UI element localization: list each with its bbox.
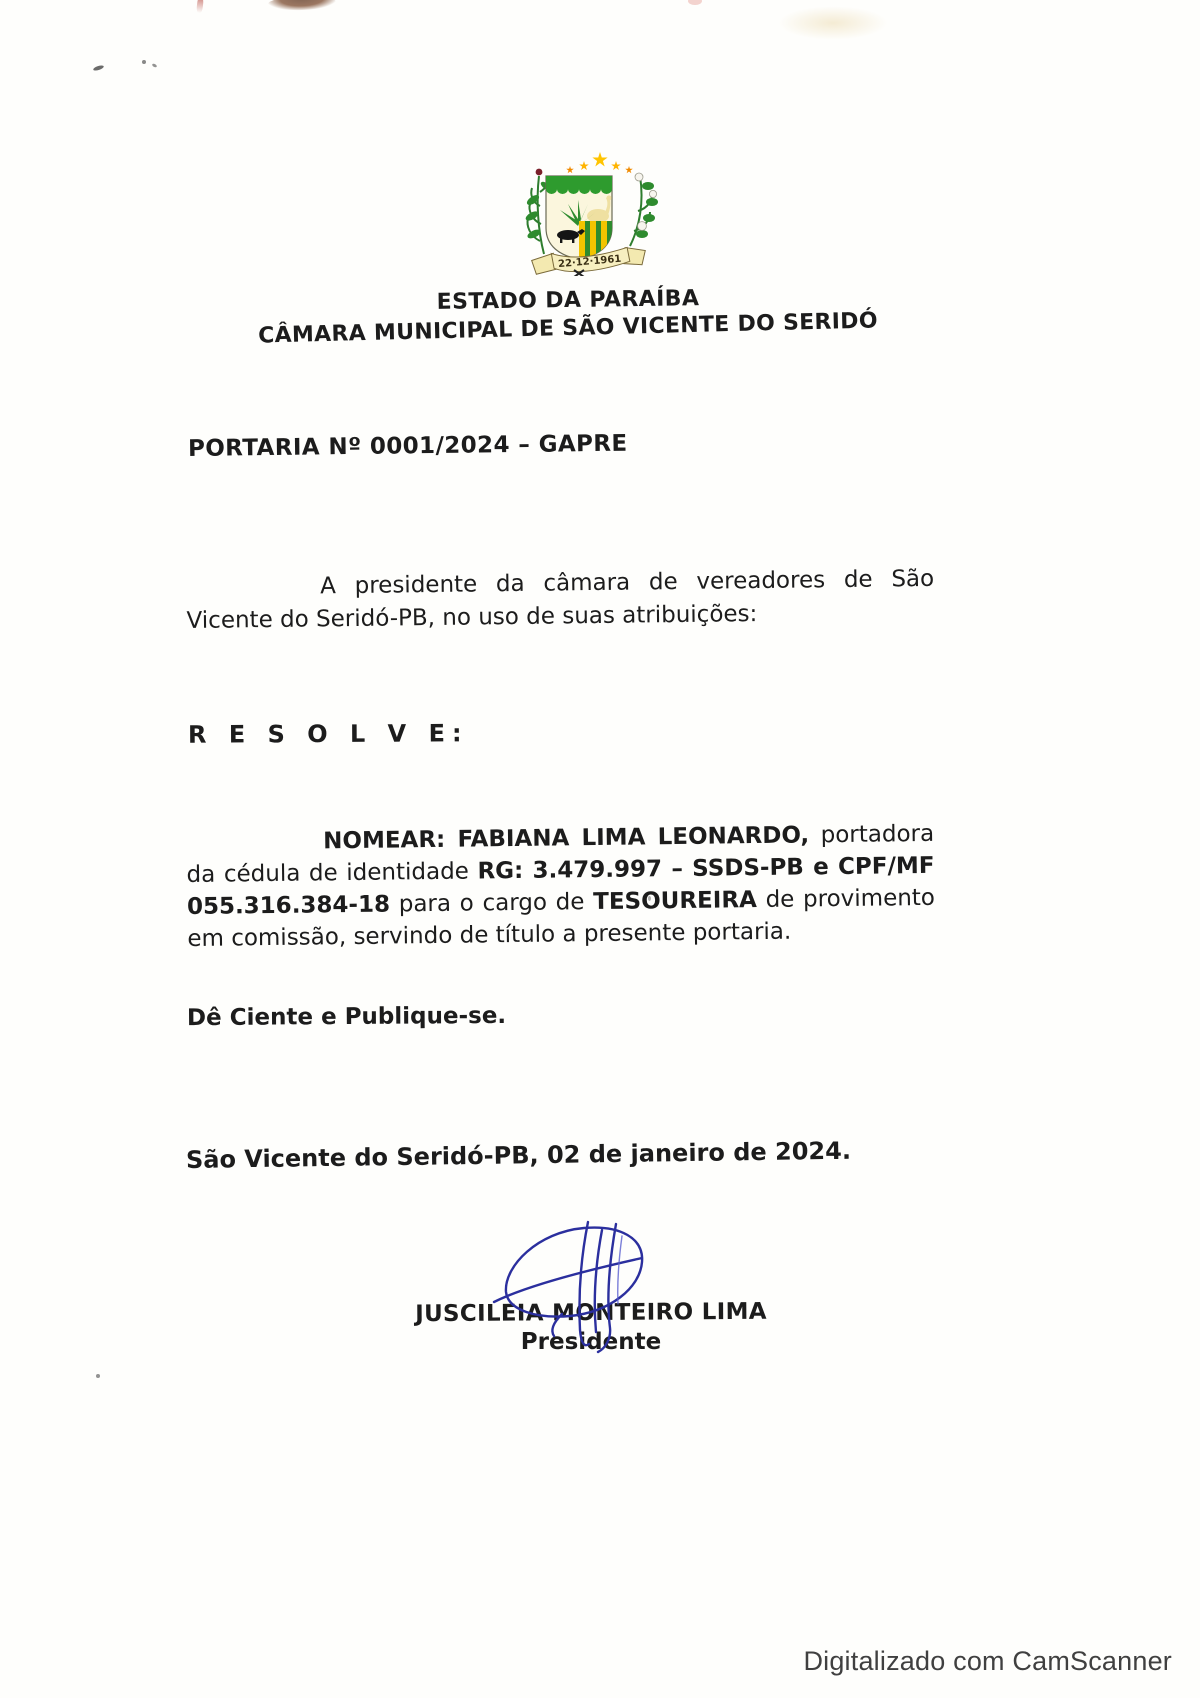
letterhead	[168, 286, 968, 349]
publish-line: Dê Ciente e Publique-se.	[186, 1002, 507, 1032]
appointee-ids: RG: 3.479.997 – SSDS-PB e CPF/MF 055.316.384-18	[186, 852, 935, 920]
coat-of-arms	[482, 146, 662, 274]
appointee-position: TESOUREIRA	[593, 887, 758, 916]
letterhead-state: ESTADO DA PARAÍBA	[436, 286, 700, 315]
signer-role: Presidente	[520, 1329, 662, 1355]
date-line: São Vicente do Seridó-PB, 02 de janeiro de 2024.	[185, 1136, 852, 1174]
scan-speck	[142, 60, 146, 64]
scan-smudge-yellow	[778, 6, 888, 40]
scan-speck	[93, 64, 105, 71]
coat-of-arms-icon	[482, 146, 662, 276]
scan-smudge-red	[196, 0, 204, 13]
appointment-text: de provimento em comissão, servindo de título a presente portaria.	[187, 884, 936, 952]
appointee-name: NOMEAR: FABIANA LIMA LEONARDO,	[323, 822, 810, 855]
scan-speck	[152, 63, 158, 68]
crest-ribbon-date: 22·12·1961	[557, 253, 622, 271]
scan-speck	[96, 1374, 100, 1378]
signature-icon	[492, 1218, 672, 1356]
scan-smudge-pink	[688, 0, 702, 5]
scan-smudge-dark	[268, 0, 336, 11]
document-title: PORTARIA Nº 0001/2024 – GAPRE	[187, 430, 628, 462]
camscanner-watermark: Digitalizado com CamScanner	[803, 1646, 1172, 1676]
appointment-text: para o cargo de	[389, 889, 594, 918]
letterhead-org: CÂMARA MUNICIPAL DE SÃO VICENTE DO SERIDÓ	[257, 308, 879, 349]
resolve-heading: R E S O L V E:	[187, 719, 469, 749]
opening-paragraph: A presidente da câmara de vereadores de São Vicente do Seridó-PB, no uso de suas atribuições:	[186, 565, 935, 634]
appointment-paragraph	[186, 818, 936, 955]
signer-name: JUSCILEIA MONTEIRO LIMA	[415, 1298, 767, 1328]
appointment-text: portadora da cédula de identidade	[186, 820, 935, 888]
signature-ink	[492, 1218, 672, 1356]
